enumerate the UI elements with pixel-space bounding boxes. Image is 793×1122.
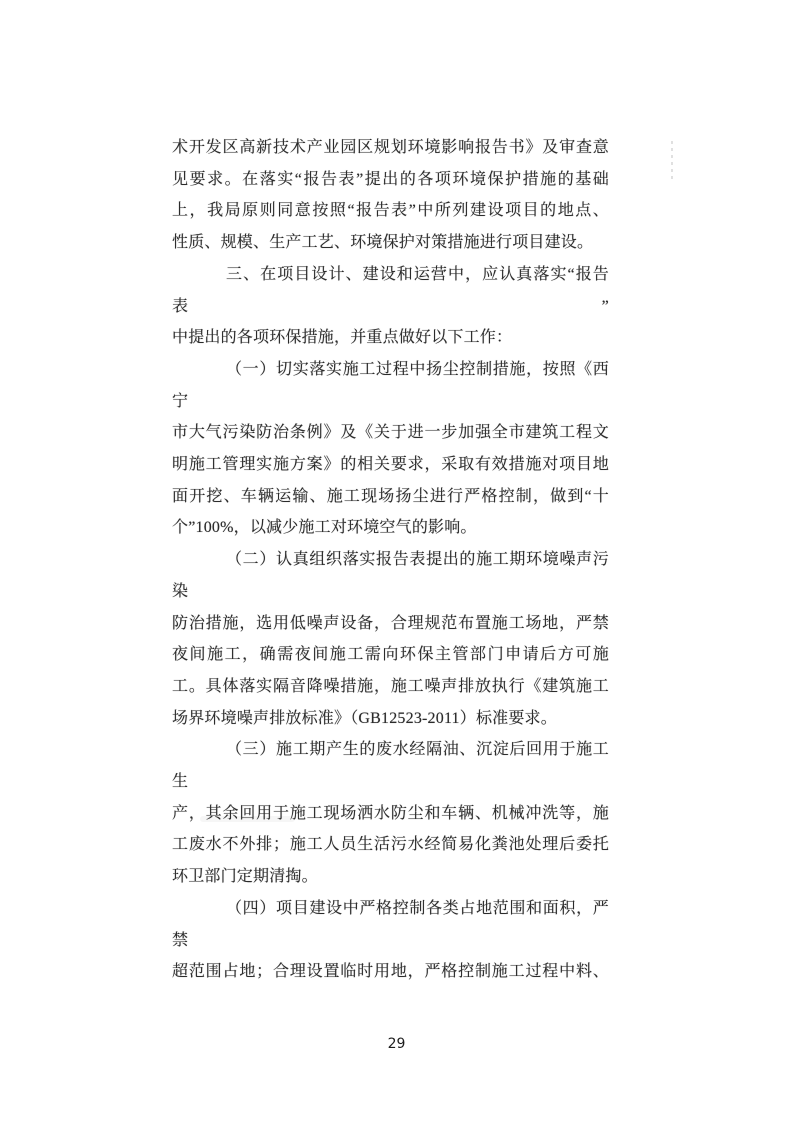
text-line: 环卫部门定期清掏。	[172, 868, 318, 886]
text-line: （三）施工期产生的废水经隔油、沉淀后回用于施工生	[172, 741, 609, 791]
text-line: 防治措施，选用低噪声设备，合理规范布置施工场地，严禁	[172, 614, 609, 632]
text-line: （二）认真组织落实报告表提出的施工期环境噪声污染	[172, 551, 609, 600]
text-line: 中提出的各项环保措施，并重点做好以下工作：	[172, 329, 513, 347]
text-line: 产，其余回用于施工现场洒水防尘和车辆、机械冲洗等，施	[172, 804, 609, 822]
document-body-text	[172, 132, 609, 988]
text-line: 术开发区高新技术产业园区规划环境影响报告书》及审查意	[172, 139, 609, 156]
text-line: 面开挖、车辆运输、施工现场扬尘进行严格控制，做到“十	[172, 487, 609, 505]
text-line: 工废水不外排；施工人员生活污水经简易化粪池处理后委托	[172, 836, 609, 854]
text-line: 性质、规模、生产工艺、环境保护对策措施进行项目建设。	[172, 234, 594, 252]
text-line: 个”100%，以减少施工对环境空气的影响。	[172, 519, 477, 537]
text-line: 超范围占地；合理设置临时用地，严格控制施工过程中料、	[172, 963, 609, 981]
text-line: 三、在项目设计、建设和运营中，应认真落实“报告表”	[172, 265, 609, 315]
text-line: 市大气污染防治条例》及《关于进一步加强全市建筑工程文	[172, 424, 609, 442]
text-line: 场界环境噪声排放标准》（GB12523-2011）标准要求。	[172, 709, 557, 727]
text-line: （一）切实落实施工过程中扬尘控制措施，按照《西宁	[172, 360, 609, 410]
text-line: 夜间施工，确需夜间施工需向环保主管部门申请后方可施	[172, 646, 609, 664]
text-line: 工。具体落实隔音降噪措施，施工噪声排放执行《建筑施工	[172, 677, 609, 695]
text-line: 见要求。在落实“报告表”提出的各项环境保护措施的基础	[172, 170, 609, 188]
text-line: 明施工管理实施方案》的相关要求，采取有效措施对项目地	[172, 456, 609, 474]
scan-artifact-mark	[671, 141, 673, 181]
text-line: （四）项目建设中严格控制各类占地范围和面积，严禁	[172, 899, 609, 949]
text-line: 上，我局原则同意按照“报告表”中所列建设项目的地点、	[172, 202, 609, 220]
page-number: 29	[387, 1036, 406, 1052]
